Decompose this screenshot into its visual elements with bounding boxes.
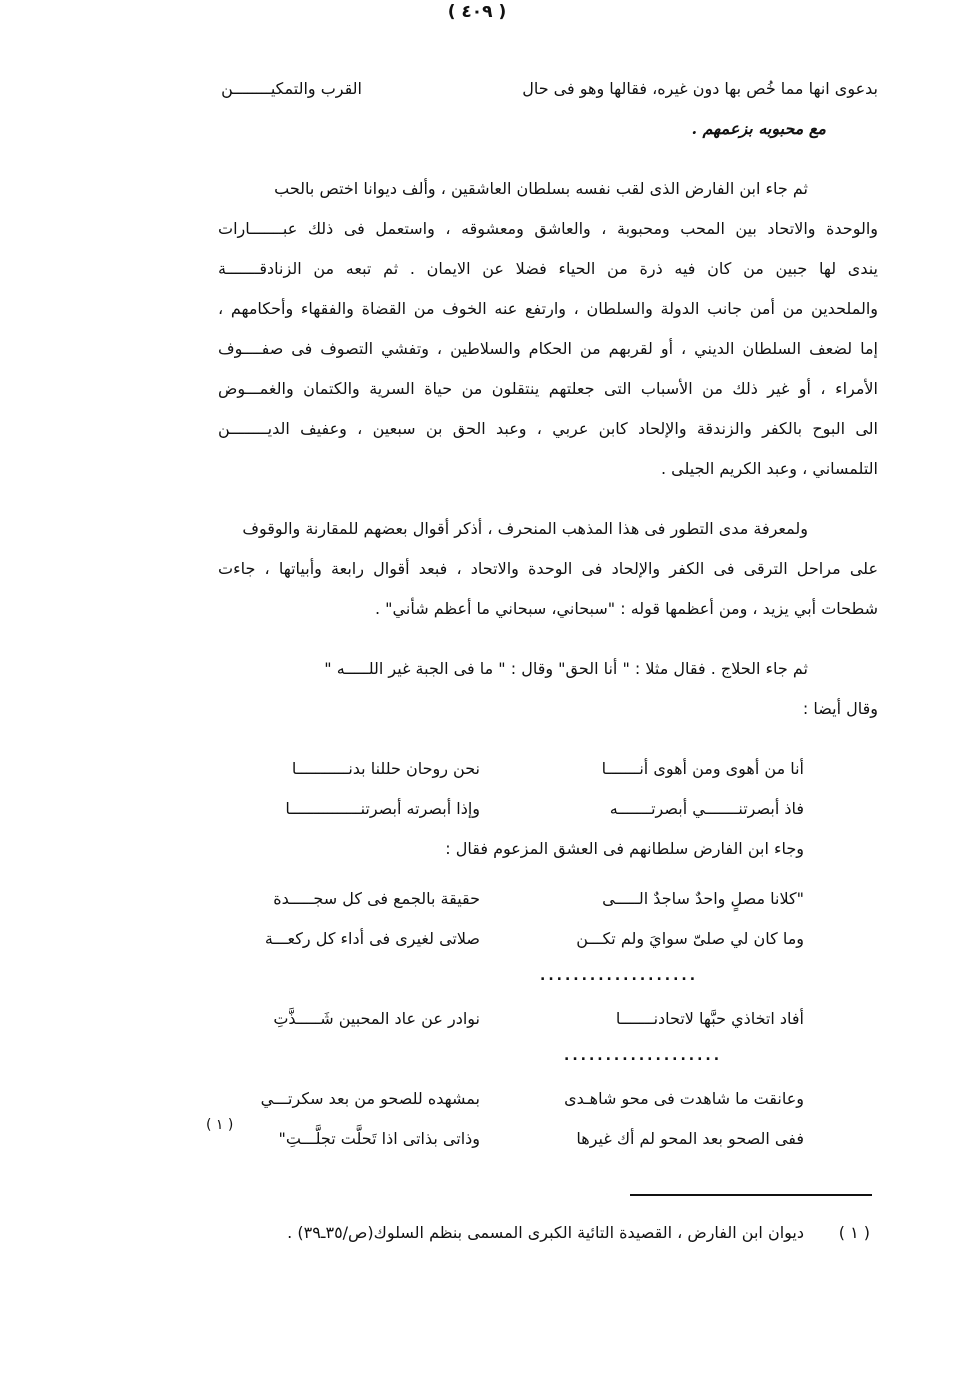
hallaj-line-1: ثم جاء الحلاج . فقال مثلا : " أنا الحق" وقال : " ما فى الجبة غير اللـــــه " [324, 659, 808, 678]
paragraph-1-line-3: يندى لها جبين من كان فيه ذرة من الحياء فضلا عن الايمان . ثم تبعه من الزنادقـــــــة [218, 259, 878, 278]
ibn-farid-intro: وجاء ابن الفارض سلطانهم فى العشق المزعوم فقال : [445, 839, 804, 858]
verse-7-hemistich-right: ففى الصحو بعد المحو لم أك غيرها [576, 1129, 804, 1148]
verse-6-hemistich-left: بمشهده للصحو من بعد سكرتـــي [260, 1089, 480, 1108]
verse-2-hemistich-left: وإذا أبصرته أبصرتنـــــــــــــــا [285, 799, 480, 818]
verse-4-hemistich-right: وما كان لي صلىّ سوايَ ولم تكـــن [576, 929, 804, 948]
page-number: ( ٤٠٩ ) [447, 2, 507, 22]
ellipsis-row-1: ................... [540, 968, 699, 984]
verse-4-hemistich-left: صلاتى لغيرى فى أداء كل ركعـــة [264, 929, 480, 948]
paragraph-2-line-2: على مراحل الترقى فى الكفر والإلحاد فى الوحدة والاتحاد ، فبعد أقوال رابعة وأبياتها ، جاءت [218, 559, 878, 578]
paragraph-1-line-6: الأمراء ، أو غير ذلك من الأسباب التى جعلتهم ينتقلون من حياة السرية والكتمان والغمـــوض [218, 379, 878, 398]
verse-3-hemistich-right: "كلانا مصلٍ واحدٌ ساجدٌ الـــــى [602, 889, 804, 908]
footnote-number: ( ١ ) [838, 1223, 870, 1242]
paragraph-1-line-2: والوحدة والاتحاد بين المحب ومحبوبة ، والعاشق ومعشوقه ، واستعمل فى ذلك عبـــــــارات [218, 219, 878, 238]
intro-line-1-left: القرب والتمكيــــــــن [221, 79, 362, 98]
verse-5-hemistich-right: أفاد اتخاذي حبَّها لاتحادنـــــــا [615, 1009, 804, 1028]
verse-7-hemistich-left: وذاتى بذاتى اذا تَحلَّت تجلَّـــتِ" [278, 1129, 480, 1148]
verse-1-hemistich-left: نحن روحان حللنا بدنـــــــــــا [291, 759, 480, 778]
paragraph-2-line-3: شطحات أبي يزيد ، ومن أعظمها قوله : "سبحاني، سبحاني ما أعظم شأني" . [375, 599, 878, 618]
paragraph-1-line-7: الى البوح بالكفر والزندقة والإلحاد كابن عربي ، وعبد الحق بن سبعين ، وعفيف الديــــــــن [218, 419, 878, 438]
footnote-separator [630, 1194, 872, 1196]
paragraph-2-line-1: ولمعرفة مدى التطور فى هذا المذهب المنحرف ، أذكر أقوال بعضهم للمقارنة والوقوف [242, 519, 808, 538]
verse-3-hemistich-left: حقيقة بالجمع فى كل سجـــــدة [273, 889, 480, 908]
footnote-text: ديوان ابن الفارض ، القصيدة التائية الكبرى المسمى بنظم السلوك(ص/٣٥ـ٣٩) . [287, 1223, 804, 1242]
intro-handwritten-line: مع محبوبه بزعمهم . [691, 119, 826, 138]
paragraph-1-line-4: والملحدين من أمن جانب الدولة والسلطان ، وارتفع عنه الخوف من القضاة والفقهاء وأحكامهم ، [218, 299, 878, 318]
paragraph-1-line-5: إما لضعف السلطان الديني ، أو لقربهم من الحكام والسلاطين ، وتفشي التصوف فى صفــــوف [218, 339, 878, 358]
ellipsis-row-2: ................... [564, 1048, 723, 1064]
paragraph-1-line-8: التلمساني ، وعبد الكريم الجيلى . [660, 459, 878, 478]
verse-5-hemistich-left: نوادر عن عاد المحبين شَـــــذَّتِ [273, 1009, 480, 1028]
intro-line-1-right: بدعوى انها مما خُص بها دون غيره، فقالها وهو فى حال [522, 79, 878, 98]
paragraph-1-line-1: ثم جاء ابن الفارض الذى لقب نفسه بسلطان العاشقين ، وألف ديوانا اختص بالحب [274, 179, 808, 198]
footnote-reference-marker: ( ١ ) [206, 1117, 234, 1133]
hallaj-line-2: وقال أيضا : [802, 699, 878, 718]
verse-1-hemistich-right: أنا من أهوى ومن أهوى أنـــــــا [601, 759, 804, 778]
verse-6-hemistich-right: وعانقت ما شاهدت فى محو شاهـدى [564, 1089, 804, 1108]
verse-2-hemistich-right: فاذ أبصرتنـــــــي أبصرتـــــــه [609, 799, 804, 818]
